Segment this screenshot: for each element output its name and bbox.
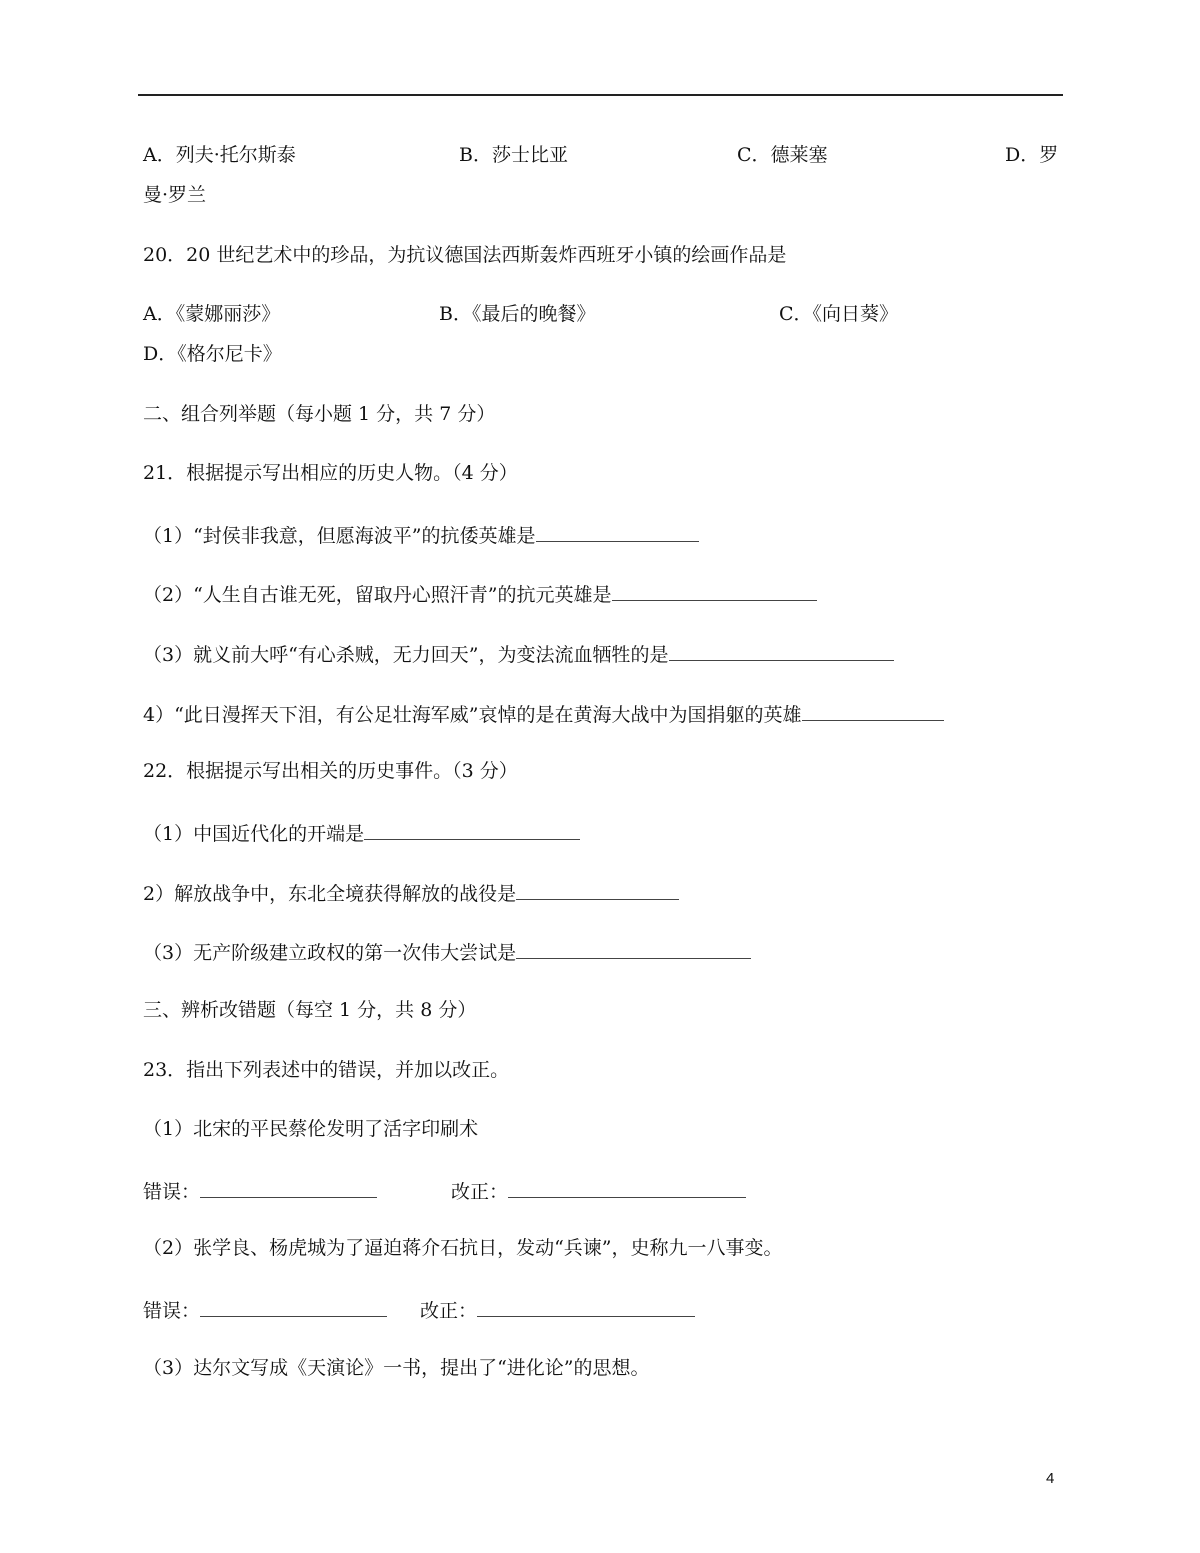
fix-answer-blank[interactable] <box>508 1177 746 1198</box>
q23-item-2-error-row <box>143 1296 387 1323</box>
q19-option-b: B．莎士比亚 <box>459 144 568 166</box>
q22-item-2-text: 2）解放战争中，东北全境获得解放的战役是 <box>143 883 517 905</box>
q22-item-3 <box>143 938 751 965</box>
q23-item-2: （2）张学良、杨虎城为了逼迫蒋介石抗日，发动“兵谏”，史称九一八事变。 <box>143 1237 783 1259</box>
q19-option-c: C．德莱塞 <box>737 144 828 166</box>
q23-stem: 23．指出下列表述中的错误，并加以改正。 <box>143 1059 510 1081</box>
error-label: 错误： <box>143 1181 201 1203</box>
answer-blank[interactable] <box>612 580 817 601</box>
q21-stem: 21．根据提示写出相应的历史人物。（4 分） <box>143 462 518 484</box>
q21-item-3 <box>143 640 894 667</box>
q22-item-1-text: （1）中国近代化的开端是 <box>143 823 365 845</box>
q19-option-d: D．罗 <box>1005 144 1059 166</box>
q21-item-3-text: （3）就义前大呼“有心杀贼，无力回天”，为变法流血牺牲的是 <box>143 644 669 666</box>
q23-item-2-fix-row <box>420 1296 695 1323</box>
q19-option-d-continued: 曼·罗兰 <box>143 184 207 206</box>
answer-blank[interactable] <box>516 879 679 900</box>
q21-item-4 <box>143 700 944 727</box>
q21-item-1-text: （1）“封侯非我意，但愿海波平”的抗倭英雄是 <box>143 525 536 547</box>
q23-item-1: （1）北宋的平民蔡伦发明了活字印刷术 <box>143 1118 479 1140</box>
q21-item-2-text: （2）“人生自古谁无死，留取丹心照汗青”的抗元英雄是 <box>143 584 612 606</box>
page-number: 4 <box>1046 1470 1055 1487</box>
answer-blank[interactable] <box>536 521 699 542</box>
answer-blank[interactable] <box>516 938 751 959</box>
q23-item-1-error-row <box>143 1177 377 1204</box>
q23-item-1-fix-row <box>451 1177 746 1204</box>
q22-stem: 22．根据提示写出相关的历史事件。（3 分） <box>143 760 518 782</box>
fix-label: 改正： <box>420 1300 478 1322</box>
fix-answer-blank[interactable] <box>477 1296 695 1317</box>
q20-option-d: D．《格尔尼卡》 <box>143 343 282 365</box>
q21-item-4-text: 4）“此日漫挥天下泪，有公足壮海军威”哀悼的是在黄海大战中为国捐躯的英雄 <box>143 704 802 726</box>
q22-item-1 <box>143 819 580 846</box>
section-3-heading: 三、辨析改错题（每空 1 分，共 8 分） <box>143 999 477 1021</box>
q21-item-2 <box>143 580 817 607</box>
q20-option-b: B．《最后的晚餐》 <box>439 303 596 325</box>
error-label: 错误： <box>143 1300 201 1322</box>
answer-blank[interactable] <box>669 640 894 661</box>
answer-blank[interactable] <box>364 819 580 840</box>
q21-item-1 <box>143 521 699 548</box>
error-answer-blank[interactable] <box>200 1177 377 1198</box>
error-answer-blank[interactable] <box>200 1296 387 1317</box>
q20-option-c: C．《向日葵》 <box>779 303 899 325</box>
section-2-heading: 二、组合列举题（每小题 1 分，共 7 分） <box>143 403 496 425</box>
q22-item-2 <box>143 879 679 906</box>
q23-item-3: （3）达尔文写成《天演论》一书，提出了“进化论”的思想。 <box>143 1357 650 1379</box>
answer-blank[interactable] <box>802 700 944 721</box>
q22-item-3-text: （3）无产阶级建立政权的第一次伟大尝试是 <box>143 942 517 964</box>
q20-stem: 20．20 世纪艺术中的珍品，为抗议德国法西斯轰炸西班牙小镇的绘画作品是 <box>143 244 787 266</box>
q19-option-a: A．列夫·托尔斯泰 <box>143 144 296 166</box>
q20-option-a: A．《蒙娜丽莎》 <box>143 303 281 325</box>
header-rule <box>138 94 1063 96</box>
fix-label: 改正： <box>451 1181 509 1203</box>
